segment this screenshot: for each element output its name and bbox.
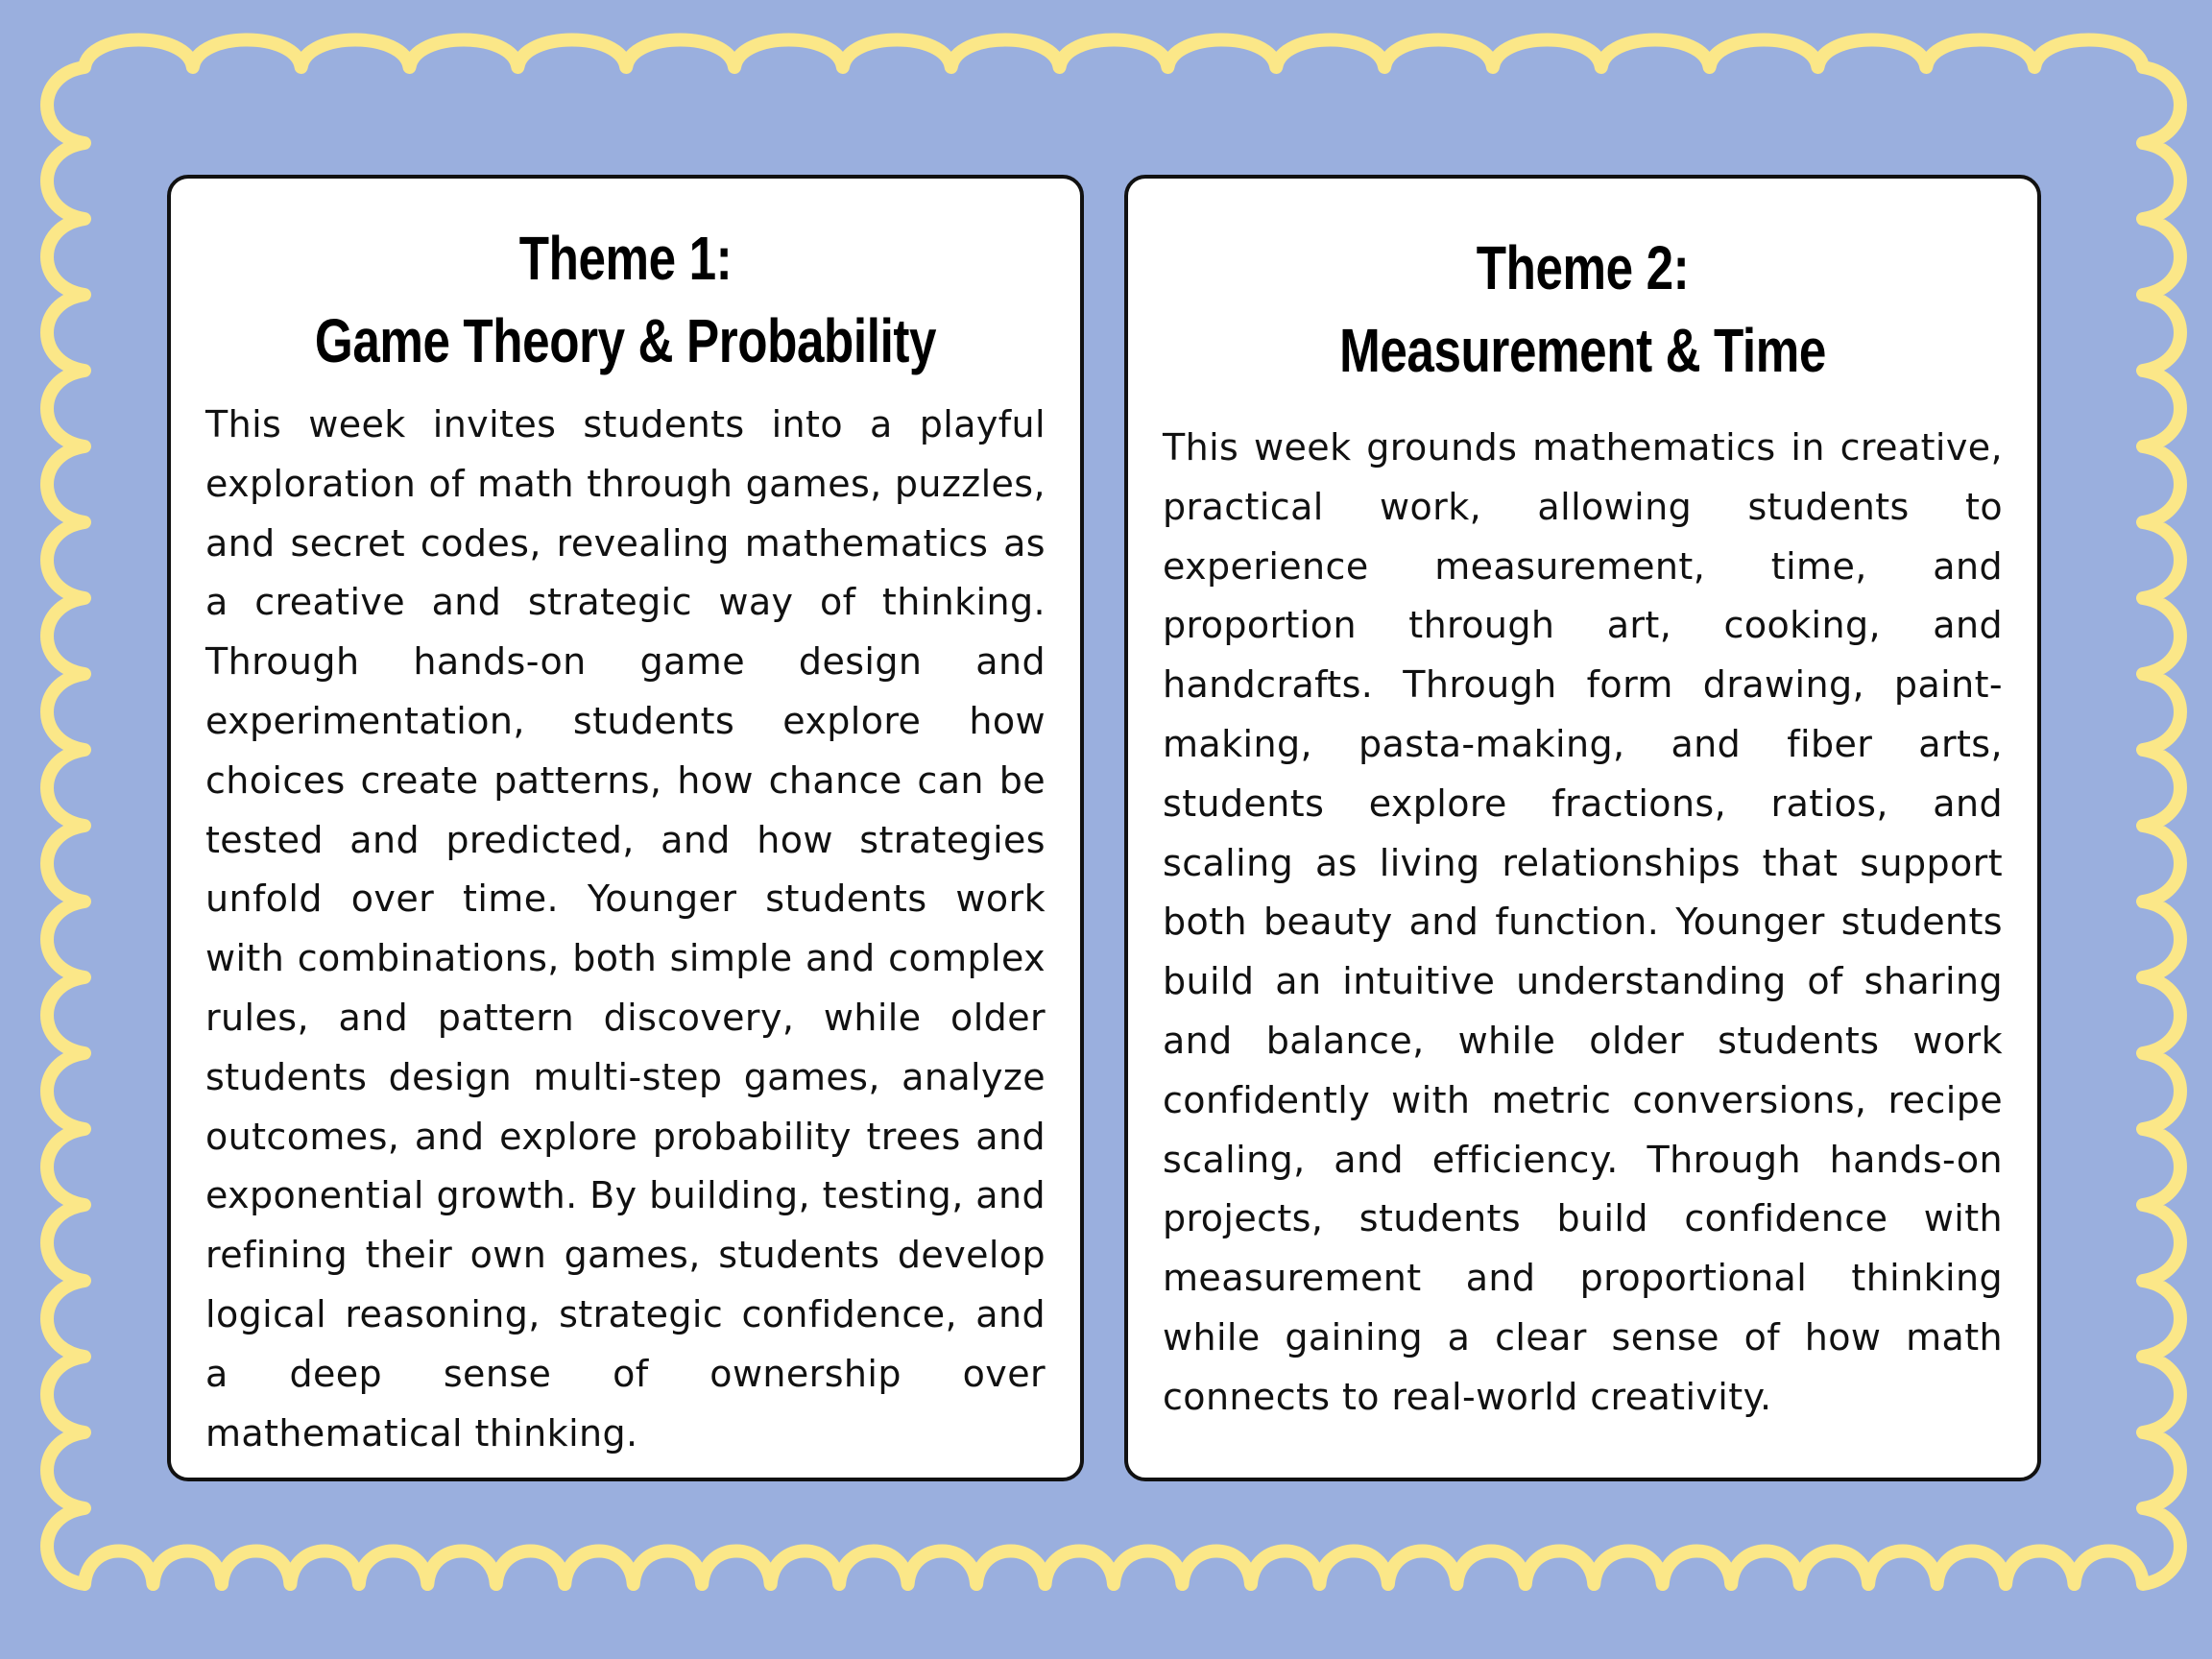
theme-1-title-line1: Theme 1: — [518, 224, 733, 293]
theme-1-description: This week invites students into a playful exploration of math through games, puzzles, and secret codes, revealing mathematics as a creative and strategic way of thinking. Through hands-on game design and experimentation, students explore how choices create patterns, how chance can be tested and predicted, and how strategies unfold over time. Younger students work with combinations, both simple and complex rules, and pattern discovery, while older students design multi-step games, analyze outcomes, and explore probability trees and exponential growth. By building, testing, and refining their own games, students develop logical reasoning, strategic confidence, and a deep sense of ownership over mathematical thinking. — [205, 403, 1046, 1455]
theme-1-heading — [205, 179, 1046, 382]
theme-2-heading — [1163, 179, 2003, 392]
theme-2-title-line1: Theme 2: — [1476, 233, 1690, 302]
theme-2-description: This week grounds mathematics in creative, practical work, allowing students to experience measurement, time, and proportion through art, cooking, and handcrafts. Through form drawing, paint-making, pasta-making, and fiber arts, students explore fractions, ratios, and scaling as living relationships that support both beauty and function. Younger students build an intuitive understanding of sharing and balance, while older students work confidently with metric conversions, recipe scaling, and efficiency. Through hands-on projects, students build confidence with measurement and proportional thinking while gaining a clear sense of how math connects to real-world creativity. — [1163, 426, 2003, 1418]
theme-1-card — [167, 175, 1084, 1481]
theme-2-card — [1124, 175, 2041, 1481]
theme-2-title-line2: Measurement & Time — [1339, 316, 1826, 385]
theme-1-title-line2: Game Theory & Probability — [314, 306, 937, 375]
